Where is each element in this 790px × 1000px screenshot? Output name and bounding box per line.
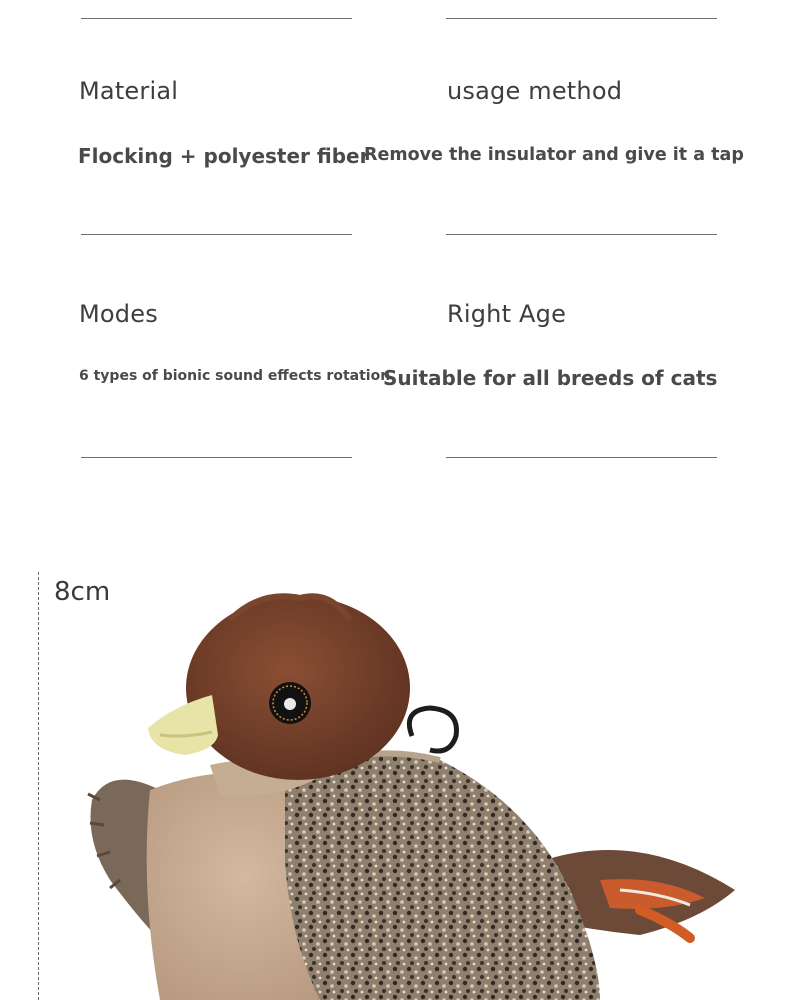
right-age-label: Right Age (447, 300, 567, 328)
usage-method-value: Remove the insulator and give it a tap (364, 145, 744, 165)
divider-mid-left (81, 234, 352, 235)
divider-bottom-left (81, 457, 352, 458)
material-value: Flocking + polyester fiber (78, 144, 370, 168)
divider-top-left (81, 18, 352, 19)
material-label: Material (79, 77, 179, 105)
divider-bottom-right (446, 457, 717, 458)
bird-beak (148, 695, 218, 755)
divider-top-right (446, 18, 717, 19)
speckled-wing (285, 753, 600, 1000)
divider-mid-right (446, 234, 717, 235)
right-age-value: Suitable for all breeds of cats (383, 366, 718, 390)
plush-bird-toy-icon (0, 560, 790, 1000)
modes-label: Modes (79, 300, 158, 328)
hanging-loop (409, 708, 456, 751)
height-dimension-label: 8cm (54, 577, 111, 607)
usage-method-label: usage method (447, 77, 623, 105)
modes-value: 6 types of bionic sound effects rotation (79, 368, 391, 384)
